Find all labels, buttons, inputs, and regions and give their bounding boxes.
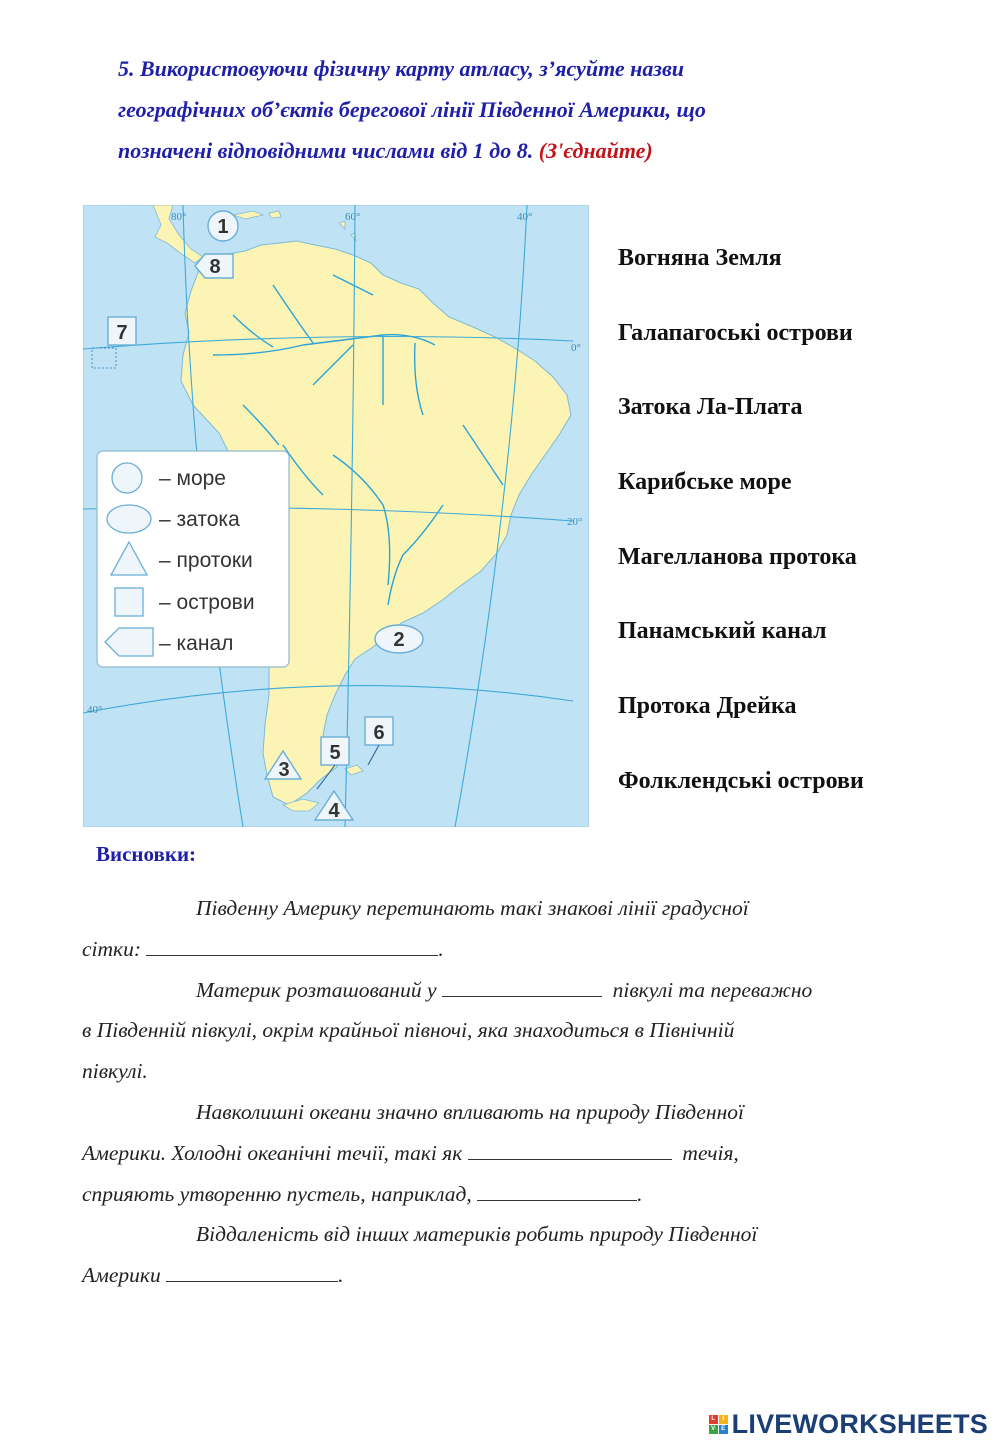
task-text (118, 48, 918, 171)
task-line-3: позначені відповідними числами від 1 до 8. (З'єднайте) (118, 138, 653, 163)
conclusions-title: Висновки: (96, 842, 197, 866)
answer-la-plata[interactable]: Затока Ла-Плата (618, 394, 803, 421)
svg-text:5: 5 (329, 742, 341, 764)
blank-grid-lines[interactable] (146, 931, 438, 956)
task-line-2: географічних об’єктів берегової лінії Південної Америки, що (118, 97, 706, 122)
marker-5-square[interactable] (321, 737, 349, 765)
blank-nature[interactable] (166, 1257, 338, 1282)
answer-drake-passage[interactable]: Протока Дрейка (618, 693, 797, 720)
label-40-lon: 40° (517, 211, 533, 223)
south-america-map (83, 205, 589, 827)
answer-galapagos[interactable]: Галапагоські острови (618, 319, 853, 346)
legend-canal-label: – канал (159, 632, 234, 655)
conclusion-3: Навколишні океани значно впливають на природу Південної Америки. Холодні океанічні течії, такі як течія, сприяють утворенню пустель, наприклад, . (82, 1099, 744, 1206)
svg-text:4: 4 (328, 800, 340, 822)
answer-tierra-del-fuego[interactable]: Вогняна Земля (618, 245, 782, 271)
answer-panama-canal[interactable]: Панамський канал (618, 618, 827, 645)
conclusion-4: Віддаленість від інших материків робить природу Південної Америки . (82, 1222, 758, 1288)
svg-text:3: 3 (278, 759, 290, 781)
label-20: 20° (567, 516, 583, 528)
svg-text:2: 2 (393, 629, 405, 651)
conclusion-2: Материк розташований у півкулі та переважно в Південній півкулі, окрім крайньої півночі, яка знаходиться в Північній півкулі. (82, 970, 912, 1092)
task-instruction: (З'єднайте) (538, 138, 653, 163)
legend-circle-symbol (112, 463, 142, 493)
label-80: 80° (171, 211, 187, 223)
conclusion-1: Південну Америку перетинають такі знакові лінії градусної сітки: . (82, 896, 749, 961)
svg-text:7: 7 (116, 322, 128, 344)
svg-text:8: 8 (209, 256, 221, 278)
svg-text:6: 6 (373, 722, 385, 744)
legend-sea-label: – море (159, 467, 226, 490)
task-line-1: 5. Використовуючи фізичну карту атласу, з’ясуйте назви (118, 56, 685, 81)
label-60: 60° (345, 211, 361, 223)
blank-desert[interactable] (477, 1176, 637, 1201)
logo-text: LIVEWORKSHEETS (731, 1408, 988, 1439)
marker-2-ellipse[interactable] (375, 625, 423, 653)
liveworksheets-logo (709, 1409, 988, 1439)
marker-6-square[interactable] (365, 717, 393, 745)
legend (97, 451, 289, 667)
blank-hemisphere[interactable] (442, 972, 602, 997)
answer-list (618, 238, 978, 836)
answer-magellan-strait[interactable]: Магелланова протока (618, 543, 857, 570)
conclusions-text (82, 888, 912, 1296)
legend-bay-label: – затока (159, 508, 240, 531)
label-40-lat: 40° (87, 704, 103, 716)
blank-current[interactable] (468, 1135, 672, 1160)
legend-strait-label: – протоки (159, 549, 253, 572)
label-0: 0° (571, 342, 581, 354)
legend-square-symbol (115, 588, 143, 616)
marker-1-circle[interactable] (208, 211, 238, 241)
svg-text:1: 1 (217, 216, 229, 238)
marker-7-square[interactable] (108, 317, 136, 345)
legend-ellipse-symbol (107, 505, 151, 533)
answer-falklands[interactable]: Фолклендські острови (618, 767, 864, 794)
logo-icon: L I V E (709, 1415, 728, 1434)
answer-caribbean-sea[interactable]: Карибське море (618, 469, 792, 496)
legend-islands-label: – острови (159, 591, 255, 614)
